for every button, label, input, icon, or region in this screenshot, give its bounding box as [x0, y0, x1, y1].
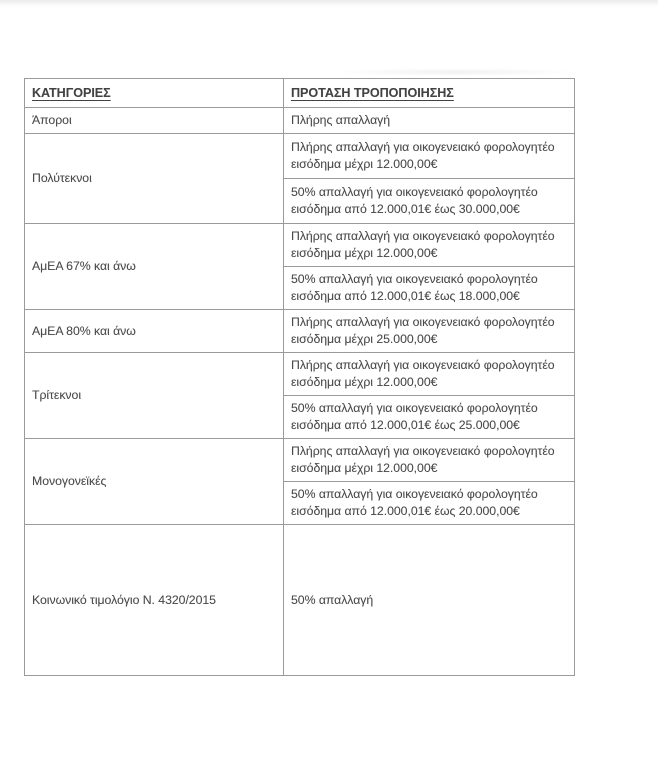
table-row	[25, 134, 575, 179]
proposal-cell	[284, 310, 575, 353]
category-cell: Τρίτεκνοι	[25, 353, 284, 439]
category-cell: Κοινωνικό τιμολόγιο Ν. 4320/2015	[25, 525, 284, 676]
proposal-text: Πλήρης απαλλαγή για οικογενειακό φορολογητέο εισόδημα μέχρι 25.000,00€	[291, 315, 555, 346]
scan-artifact-smudge	[330, 68, 580, 76]
proposal-text: 50% απαλλαγή για οικογενειακό φορολογητέο εισόδημα από 12.000,01€ έως 20.000,00€	[291, 487, 538, 518]
proposal-text: Πλήρης απαλλαγή για οικογενειακό φορολογητέο εισόδημα μέχρι 12.000,00€	[291, 444, 555, 475]
table-row	[25, 439, 575, 482]
proposal-text: 50% απαλλαγή για οικογενειακό φορολογητέο εισόδημα από 12.000,01€ έως 25.000,00€	[291, 401, 538, 432]
proposal-text: 50% απαλλαγή για οικογενειακό φορολογητέο εισόδημα από 12.000,01€ έως 30.000,00€	[291, 185, 538, 216]
table-body	[25, 108, 575, 676]
proposal-cell	[284, 224, 575, 267]
proposal-cell	[284, 439, 575, 482]
category-cell: ΑμΕΑ 80% και άνω	[25, 310, 284, 353]
proposal-text: 50% απαλλαγή για οικογενειακό φορολογητέο εισόδημα από 12.000,01€ έως 18.000,00€	[291, 272, 538, 303]
column-header-categories: ΚΑΤΗΓΟΡΙΕΣ	[25, 79, 284, 108]
scan-artifact-top	[0, 0, 658, 9]
table-row	[25, 525, 575, 676]
category-cell: Άποροι	[25, 108, 284, 134]
exemption-categories-table	[24, 78, 575, 676]
category-cell: ΑμΕΑ 67% και άνω	[25, 224, 284, 310]
category-cell: Μονογονεϊκές	[25, 439, 284, 525]
proposal-text: 50% απαλλαγή	[291, 592, 374, 607]
proposal-text: Πλήρης απαλλαγή για οικογενειακό φορολογητέο εισόδημα μέχρι 12.000,00€	[291, 358, 555, 389]
table-row	[25, 353, 575, 396]
proposal-cell	[284, 396, 575, 439]
proposal-text: Πλήρης απαλλαγή για οικογενειακό φορολογητέο εισόδημα μέχρι 12.000,00€	[291, 229, 555, 260]
proposal-text: Πλήρης απαλλαγή	[291, 113, 391, 127]
table-header-row	[25, 79, 575, 108]
proposal-cell	[284, 353, 575, 396]
column-header-proposal: ΠΡΟΤΑΣΗ ΤΡΟΠΟΠΟΙΗΣΗΣ	[284, 79, 575, 108]
proposal-cell	[284, 134, 575, 179]
proposal-cell	[284, 482, 575, 525]
table-row	[25, 224, 575, 267]
proposal-cell	[284, 179, 575, 224]
proposal-cell	[284, 108, 575, 134]
table-row	[25, 310, 575, 353]
proposal-cell	[284, 525, 575, 676]
table-row	[25, 108, 575, 134]
proposal-text: Πλήρης απαλλαγή για οικογενειακό φορολογητέο εισόδημα μέχρι 12.000,00€	[291, 140, 555, 171]
category-cell: Πολύτεκνοι	[25, 134, 284, 224]
proposal-cell	[284, 267, 575, 310]
